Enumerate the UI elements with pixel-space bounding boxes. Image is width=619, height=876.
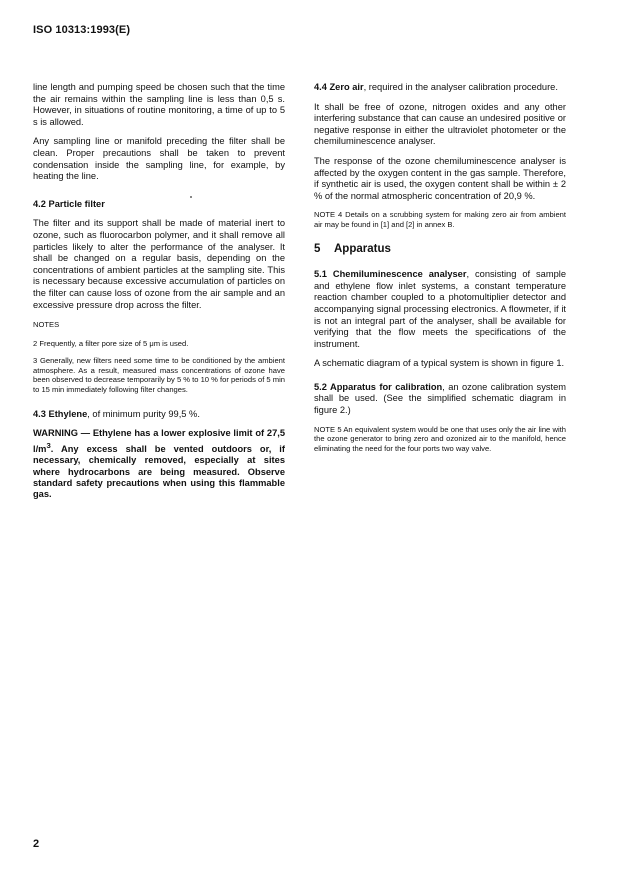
left-column — [33, 82, 285, 501]
section-5-1 — [314, 269, 566, 350]
paragraph: It shall be free of ozone, nitrogen oxides and any other interfering substance that can cause an undesired positive or negative response in either the ultraviolet photometer or the chemiluminescence analyser. — [314, 101, 566, 147]
paragraph: Any sampling line or manifold preceding the filter shall be clean. Proper precautions shall be taken to prevent condensation inside the sampling line, for example, by heating the line. — [33, 136, 285, 182]
section-title: Apparatus — [334, 242, 391, 255]
paragraph: line length and pumping speed be chosen such that the time the air remains within the sampling line is less than 0,5 s. However, in situations of routine monitoring, a time of up to 5 s is allowed. — [33, 82, 285, 127]
section-number: 5 — [314, 242, 321, 255]
section-heading-5-1: 5.1 Chemiluminescence analyser — [314, 269, 467, 280]
section-heading-5 — [314, 244, 566, 256]
warning-part: WARNING — Ethylene has a lower explosive limit of 27,5 l/m — [33, 428, 285, 454]
section-5-2 — [314, 382, 566, 417]
section-text: , required in the analyser calibration procedure. — [363, 82, 558, 92]
paragraph: A schematic diagram of a typical system is shown in figure 1. — [314, 358, 565, 369]
page-number: 2 — [33, 838, 40, 850]
section-text: , of minimum purity 99,5 %. — [87, 408, 200, 419]
section-4-3 — [33, 409, 285, 421]
section-heading-4-2: 4.2 Particle filter — [33, 198, 105, 209]
note-3: 3 Generally, new filters need some time to be conditioned by the ambient atmosphere. As a result, measured mass concentrations of ozone have been observed to decrease temporarily by 5 % to 10 % for periods of 5 min to 15 min immediately following filter changes. — [33, 356, 285, 395]
note-5: NOTE 5 An equivalent system would be one that uses only the air line with the ozone generator to bring zero and ozonized air to the manifold, hence eliminating the need for the four ports two way valve. — [314, 424, 566, 453]
section-text: , an ozone calibration system shall be used. (See the simplified schematic diagram in figure 2.) — [314, 381, 566, 416]
note-2: 2 Frequently, a filter pore size of 5 μm is used. — [33, 338, 189, 348]
section-heading-5-2: 5.2 Apparatus for calibration — [314, 381, 443, 392]
note-4: NOTE 4 Details on a scrubbing system for making zero air from ambient air may be found in [1] and [2] in annex B. — [314, 210, 566, 229]
paragraph: The filter and its support shall be made of material inert to ozone, such as fluorocarbon polymer, and it shall remove all particles likely to alter the performance of the analyser. It shall be changed on a regular basis, depending on the concentrations of ambient particles at the sampling site. This is necessary because excessive accumulation of particles on the filter can cause loss of ozone from the air sample and an excessive pressure drop across the filter. — [33, 218, 285, 310]
right-column — [314, 82, 566, 461]
section-heading-4-3: 4.3 Ethylene — [33, 408, 88, 419]
warning-text — [33, 428, 285, 501]
document-header: ISO 10313:1993(E) — [33, 24, 131, 36]
warning-part: . Any excess shall be vented outdoors or, if necessary, chemically removed, especially at sites where hydrocarbons are being measured. Observe standard safety precautions when using this flammable gas. — [33, 443, 285, 500]
section-text: , consisting of sample and ethylene flow inlet systems, a constant temperature reaction chamber coupled to a photomultiplier detector and accompanying signal processing electronics. A flowmeter, if it is not an integral part of the analyser, shall be available for verifying that the flow meets the specifications of the instrument. — [314, 269, 566, 349]
paragraph: The response of the ozone chemiluminescence analyser is affected by the oxygen content in the gas sample. Therefore, if synthetic air is used, the oxygen content shall be within ± 2 % of the normal atmospheric concentration of 20,9 %. — [314, 155, 566, 201]
notes-label: NOTES — [33, 320, 60, 330]
superscript: 3 — [46, 440, 51, 450]
section-heading-4-4: 4.4 Zero air — [314, 82, 364, 92]
section-4-4 — [314, 82, 566, 94]
